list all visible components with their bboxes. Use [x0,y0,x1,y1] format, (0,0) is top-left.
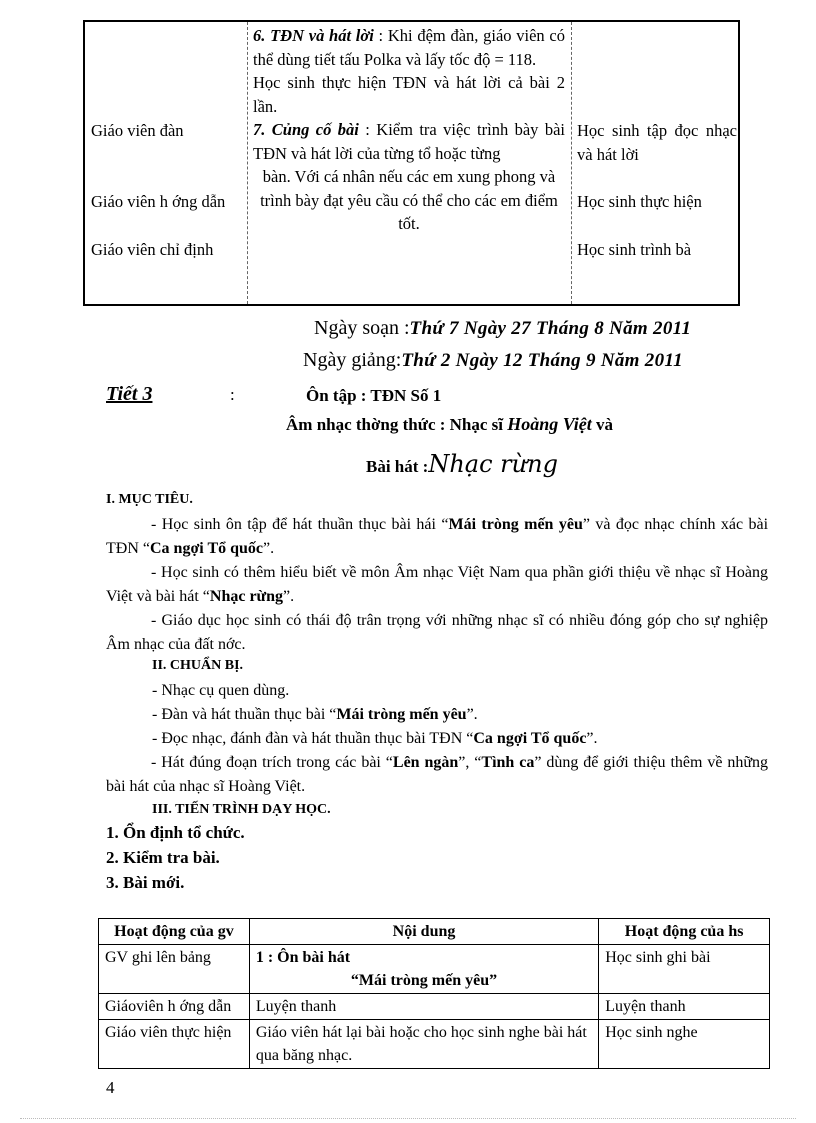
footer-divider [20,1118,796,1119]
date-prepared [314,317,691,340]
cell-teacher: Giáo viên thực hiện [99,1020,250,1069]
section-process-heading: III. TIẾN TRÌNH DẠY HỌC. [152,802,331,817]
cell-content: Luyện thanh [249,994,598,1020]
student-activity: Học sinh tập đọc nhạc và hát lời [577,121,737,164]
cell-teacher: Giáoviên h ớng dẫn [99,994,250,1020]
cell-student: Học sinh ghi bài [599,945,770,994]
lesson-topic-3 [366,450,558,478]
content-song: “Mái tròng mến yêu” [350,972,498,989]
content-block [253,24,565,236]
page-number: 4 [106,1078,115,1097]
objective-2: - Học sinh có thêm hiểu biết về môn Âm nhạc Việt Nam qua phần giới thiệu về nhạc sĩ Hoàng Việt và bài hát “Nhạc rừng”. [106,564,768,605]
column-divider [571,22,572,304]
lesson-topic-1: Ôn tập : TĐN Số 1 [306,386,442,405]
song-title: Nhạc rừng [428,450,558,478]
song-label: Bài hát : [366,457,429,476]
table-row [99,994,770,1020]
topic2-prefix: Âm nhạc thờng thức : Nhạc sĩ [286,415,504,434]
table-row [99,945,770,994]
composer-name: Hoàng Việt [507,414,592,434]
prep-3: - Đọc nhạc, đánh đàn và hát thuần thục bài TĐN “Ca ngợi Tổ quốc”. [152,730,598,747]
column-divider [247,22,248,304]
step-2: 2. Kiểm tra bài. [106,848,220,867]
item7-title: 7. Củng cố bài [253,120,359,139]
item6-title: 6. TĐN và hát lời [253,26,374,45]
header-content: Nội dung [249,919,598,945]
cell-teacher: GV ghi lên bảng [99,945,250,994]
table-row [99,1020,770,1069]
header-student: Hoạt động của hs [599,919,770,945]
section-preparation-heading: II. CHUẨN BỊ. [152,658,244,673]
table-header-row [99,919,770,945]
prep-2: - Đàn và hát thuần thục bài “Mái tròng mến yêu”. [152,706,478,723]
student-activity: Học sinh trình bà [577,240,692,259]
date-prepared-value: Thứ 7 Ngày 27 Tháng 8 Năm 2011 [409,318,692,339]
step-3: 3. Bài mới. [106,873,185,892]
teacher-activity: Giáo viên chỉ định [91,240,214,259]
prep-4: - Hát đúng đoạn trích trong các bài “Lên ngàn”, “Tình ca” dùng để giới thiệu thêm về những bài hát của nhạc sĩ Hoàng Việt. [106,754,769,795]
cell-content: Giáo viên hát lại bài hoặc cho học sinh nghe bài hát qua băng nhạc. [249,1020,598,1069]
date-taught-value: Thứ 2 Ngày 12 Tháng 9 Năm 2011 [401,350,683,371]
item7-text: : Kiểm tra việc trình bày bài TĐN và hát lời của từng tổ hoặc từng [253,120,565,163]
objective-1: - Học sinh ôn tập để hát thuần thục bài hái “Mái tròng mến yêu” và đọc nhạc chính xác bài TĐN “Ca ngợi Tổ quốc”. [106,516,769,557]
cell-student: Luyện thanh [599,994,770,1020]
activity-table-bottom [98,918,770,1069]
lesson-topic-2 [286,414,613,435]
prep-1: - Nhạc cụ quen dùng. [152,682,290,699]
lesson-number: Tiết 3 [106,383,153,405]
teacher-activity: Giáo viên đàn [91,121,184,140]
item7-center: bàn. Với cá nhân nếu các em xung phong và trình bày đạt yêu cầu có thể cho các em điểm tốt. [260,167,558,233]
lesson-colon: : [230,385,235,404]
header-teacher: Hoạt động của gv [99,919,250,945]
section-objectives-heading: I. MỤC TIÊU. [106,492,193,507]
item6-text2: Học sinh thực hiện TĐN và hát lời cả bài 2 lần. [253,73,565,116]
cell-content [249,945,598,994]
date-taught-label: Ngày giảng: [303,349,402,371]
topic2-suffix: và [596,415,614,434]
item6-text: : Khi đệm đàn, giáo viên có thể dùng tiết tấu Polka và lấy tốc độ = 118. [253,26,565,69]
cell-student: Học sinh nghe [599,1020,770,1069]
objective-3: - Giáo dục học sinh có thái độ trân trọng với những nhạc sĩ có nhiều đóng góp cho sự nghiệp Âm nhạc của đất nớc. [106,612,768,653]
student-activity: Học sinh thực hiện [577,192,702,211]
date-prepared-label: Ngày soạn : [314,317,410,339]
date-taught [303,349,683,372]
content-title: 1 : Ôn bài hát [255,949,351,966]
teacher-activity: Giáo viên h ớng dẫn [91,192,226,211]
activity-table-top [83,20,740,306]
step-1: 1. Ổn định tổ chức. [106,823,245,842]
